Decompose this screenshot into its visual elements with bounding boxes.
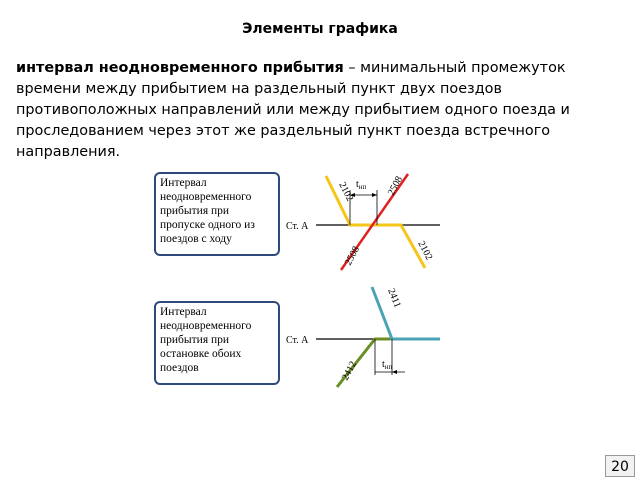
diagram1-train-number-2508-top: 2508 bbox=[385, 174, 406, 198]
slide-title: Элементы графика bbox=[242, 21, 398, 37]
diagram1-train-number-2508-bottom: 2508 bbox=[342, 244, 363, 268]
definition-text: – минимальный промежуток времени между прибытием на раздельный пункт двух поездов противоположных направлений или между прибытием одного поезда и проследованием через этот же раздельный пункт поезда встречного направления. bbox=[16, 60, 570, 160]
diagram1-station-label: Ст. А bbox=[286, 221, 309, 232]
diagram2-interval-label: $t_{нп}$ bbox=[382, 359, 393, 371]
definition-term: интервал неодновременного прибытия bbox=[16, 60, 344, 76]
diagram2-station-label: Ст. А bbox=[286, 335, 309, 346]
diagram1-arrowhead-right bbox=[372, 193, 377, 197]
diagram1-interval-label: $t_{нп}$ bbox=[356, 179, 367, 191]
diagram2-train-number-2412: 2412 bbox=[339, 359, 360, 383]
diagram2-arrowhead bbox=[392, 370, 397, 374]
slide-number: 20 bbox=[605, 455, 635, 477]
diagram2-caption: Интервал неодновременного прибытия при остановке обоих поездов bbox=[160, 306, 252, 374]
diagram1-train-number-2102-bottom: 2102 bbox=[415, 239, 435, 263]
diagram1-train-number-2102-top: 2102 bbox=[336, 180, 356, 204]
diagram1-caption: Интервал неодновременного прибытия при пропуске одного из поездов с ходу bbox=[160, 177, 255, 245]
diagram2-train-teal-line bbox=[372, 287, 440, 339]
diagram2-train-number-2411: 2411 bbox=[385, 287, 403, 310]
